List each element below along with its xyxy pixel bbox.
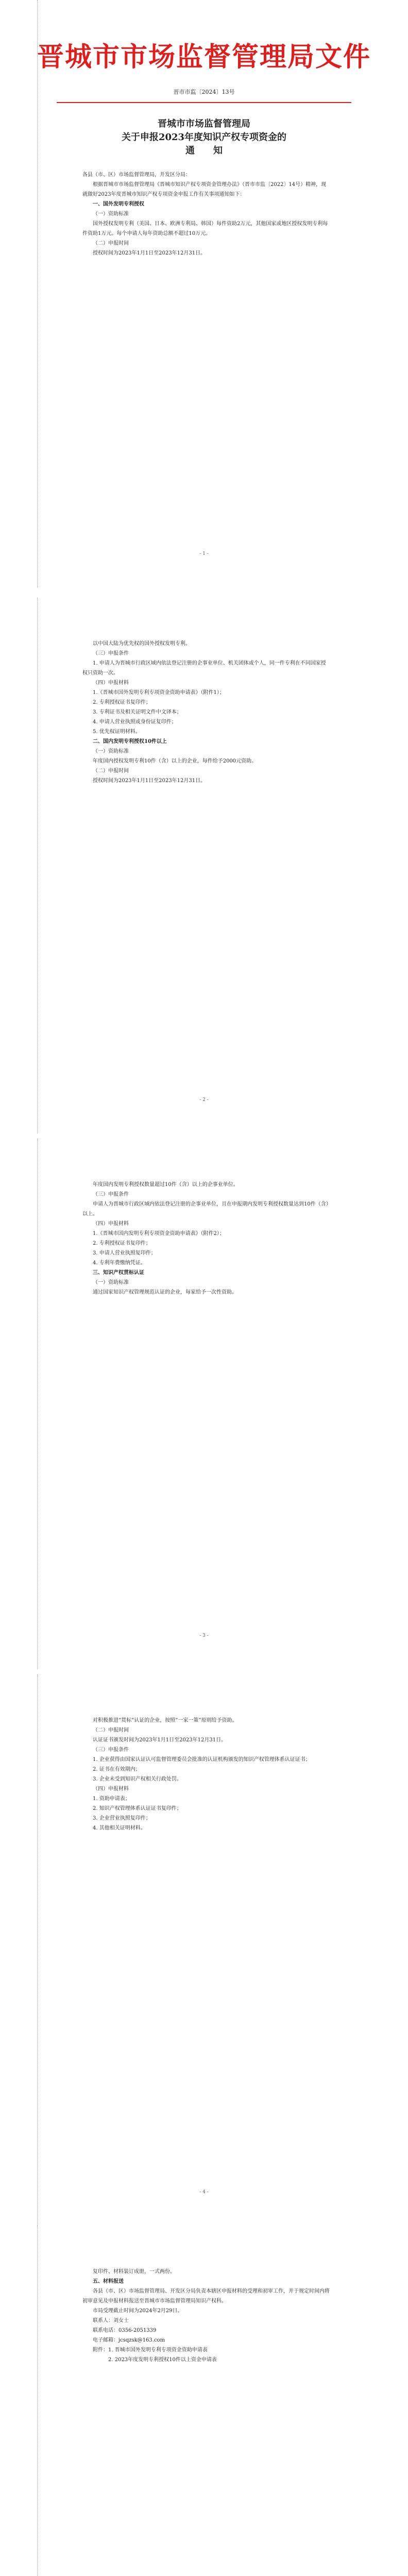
- paragraph: 4. 其他相关证明材料。: [93, 1825, 146, 1831]
- paragraph: 年度国内发明专利授权数量超过10件（含）以上的企事业单位。: [93, 1182, 239, 1188]
- paragraph: 授权时间为2023年1月1日至2023年12月31日。: [93, 250, 206, 256]
- paragraph: （四）申报材料: [93, 1786, 129, 1792]
- paragraph: 1. 资助申请表；: [93, 1796, 130, 1802]
- page-number: - 1 -: [199, 551, 209, 556]
- paragraph: （一）资助标准: [93, 749, 129, 754]
- paragraph: （四）申报材料: [93, 1221, 129, 1227]
- paragraph: 3. 专利证书及相关证明文件中文译本；: [93, 709, 182, 715]
- paragraph: 3. 企业未受到知识产权相关行政处罚。: [93, 1776, 182, 1782]
- paragraph: 授权时间为2023年1月1日至2023年12月31日。: [93, 778, 206, 784]
- attachment-item: 2. 2023年度发明专利授权10件以上资金申请表: [93, 2357, 217, 2363]
- red-divider: [57, 102, 351, 103]
- paragraph: 市局受理截止时间为2024年2月29日。: [93, 2308, 183, 2314]
- page-1: [0, 0, 408, 587]
- page-4: [0, 1674, 408, 2226]
- paragraph: 4. 申请人营业执照或身份证复印件；: [93, 719, 177, 725]
- paragraph: 申请人为晋城市行政区域内依法登记注册的企事业单位，且在申报期内发明专利授权数量达到10件（含）以上。: [82, 1201, 329, 1217]
- document-header: 晋城市市场监督管理局文件: [37, 41, 371, 73]
- document-number: 晋市市监〔2024〕13号: [173, 89, 235, 95]
- body-text: [82, 1180, 330, 1297]
- paragraph: 通过国家知识产权管理规范认证的企业，每家给予一次性资助。: [93, 1290, 237, 1295]
- page-number: - 3 -: [199, 1633, 209, 1638]
- paragraph: （二）申报时间: [93, 768, 129, 774]
- section-heading: 三、知识产权贯标认证: [93, 1270, 144, 1276]
- paragraph: 2. 知识产权管理体系认证证书复印件；: [93, 1806, 182, 1811]
- paragraph: 1. 企业获得由国家认证认可监督管理委员会批准的认证机构颁发的知识产权管理体系认证证书；: [93, 1757, 311, 1762]
- paragraph: 1.《晋城市国内发明专利专项资金资助申请表》（附件2）；: [93, 1231, 225, 1236]
- salutation: 各县（市、区）市场监督管理局，开发区分局：: [82, 172, 191, 178]
- paragraph: （一）资助标准: [93, 1280, 129, 1285]
- paragraph: 3. 企业营业执照复印件；: [93, 1816, 151, 1821]
- paragraph: 2. 专利授权证书复印件；: [93, 1241, 151, 1246]
- section-heading: 二、国内发明专利授权10件以上: [93, 739, 167, 744]
- paragraph: 对积极推进“贯标”认证的企业，按照“一家一策”原则给予资助。: [93, 1718, 237, 1723]
- paragraph: 3. 申请人营业执照复印件；: [93, 1250, 156, 1256]
- paragraph: （三）申报条件: [93, 1192, 129, 1197]
- margin-line: [37, 1674, 38, 2226]
- paragraph: （三）申报条件: [93, 651, 129, 656]
- margin-line: [37, 598, 38, 1133]
- section-heading: 五、材料报送: [93, 2279, 124, 2284]
- paragraph: 复印件、材料装订成册，一式两份。: [93, 2269, 175, 2275]
- margin-line: [37, 1139, 38, 1669]
- paragraph: 以中国大陆为优先权的国外授权发明专利。: [93, 641, 191, 647]
- paragraph: 1.《晋城市国外发明专利专项资金资助申请表》（附件1）；: [93, 690, 225, 696]
- page-5: [0, 2226, 408, 2576]
- paragraph: 认证证书颁发时间为2023年1月1日至2023年12月31日。: [93, 1737, 227, 1743]
- paragraph: 2. 专利授权证书复印件；: [93, 700, 151, 705]
- paragraph: 年度国内授权发明专利10件（含）以上的企业，每件给予2000元资助。: [93, 758, 257, 764]
- paragraph: 各县（市、区）市场监督管理局、开发区分局负责本辖区申报材料的受理和初审工作，并于规定时间内将初审意见及申报材料报送至晋城市市场监督管理局知识产权科。: [82, 2289, 330, 2304]
- page-number: - 4 -: [199, 2190, 209, 2195]
- contact-phone: 联系电话：0356-2051339: [93, 2328, 157, 2333]
- body-text: [82, 639, 330, 786]
- section-heading: 一、国外发明专利授权: [93, 201, 144, 207]
- body-text: [82, 1716, 330, 1833]
- paragraph: （四）申报材料: [93, 680, 129, 686]
- document-title: [0, 117, 408, 158]
- paragraph: （二）申报时间: [93, 241, 129, 246]
- paragraph: 4. 专利年费缴纳凭证。: [93, 1260, 146, 1266]
- paragraph: 5. 优先权证明材料。: [93, 729, 141, 735]
- page-2: [0, 598, 408, 1133]
- paragraph: 1. 申请人为晋城市行政区域内依法登记注册的企事业单位、机关团体或个人，同一件专利在不同国家授权只资助一次。: [82, 660, 326, 676]
- paragraph: 根据晋城市市场监督管理局《晋城市知识产权专项资金管理办法》（晋市市监〔2022〕14号）精神，现就做好2023年度晋城市知识产权专项资金申报工作有关事项通知如下：: [82, 182, 327, 197]
- paragraph: （二）申报时间: [93, 1727, 129, 1733]
- title-line: 关于申报2023年度知识产权专项资金的: [121, 132, 287, 143]
- title-line: 晋城市市场监督管理局: [158, 118, 250, 129]
- body-text: [82, 2267, 330, 2365]
- contact-email[interactable]: 电子邮箱：jcsqzsk@163.com: [93, 2337, 165, 2343]
- contact-person: 联系人：刘女士: [93, 2318, 129, 2324]
- page-3: [0, 1139, 408, 1669]
- margin-line: [37, 2226, 38, 2576]
- paragraph: （一）资助标准: [93, 211, 129, 217]
- paragraph: （三）申报条件: [93, 1747, 129, 1753]
- attachment-item: 附件：1. 晋城市国外发明专利专项资金资助申请表: [93, 2347, 208, 2353]
- paragraph: 2. 证书在有效期内；: [93, 1767, 141, 1772]
- page-number: - 2 -: [199, 1097, 209, 1103]
- title-line: 通 知: [185, 145, 223, 156]
- paragraph: 国外授权发明专利（美国、日本、欧洲专利局、韩国）每件资助2万元，其他国家或地区授权发明专利每件资助1万元。每个申请人每年资助总额不超过10万元。: [82, 221, 328, 236]
- body-text: [82, 170, 330, 258]
